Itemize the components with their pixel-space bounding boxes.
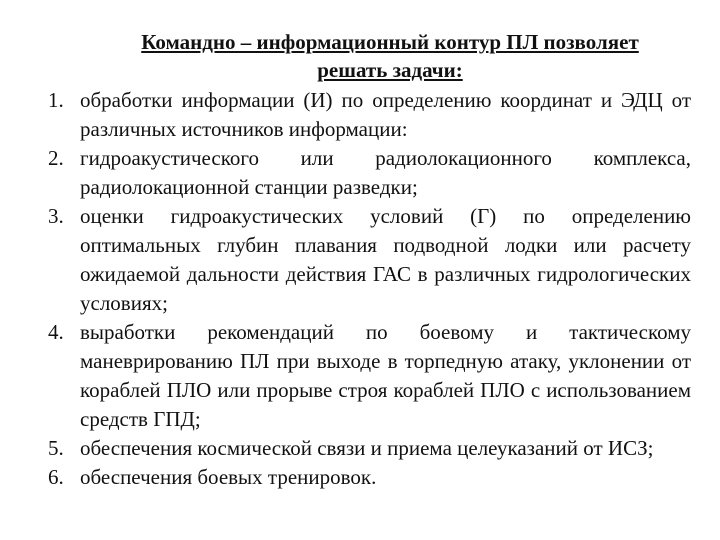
list-item-number: 3. <box>48 204 64 228</box>
list-item <box>48 318 691 434</box>
list-item <box>48 463 691 492</box>
list-item-number: 4. <box>48 320 64 344</box>
list-item-text: оценки гидроакустических условий (Г) по определению оптимальных глубин плавания подводной лодки или расчету ожидаемой дальности действия ГАС в различных гидрологических условиях; <box>80 204 691 315</box>
list-item-number: 6. <box>48 465 64 489</box>
list-item-text: выработки рекомендаций по боевому и тактическому маневрированию ПЛ при выходе в торпедную атаку, уклонении от кораблей ПЛО или прорыве строя кораблей ПЛО с использованием средств ГПД; <box>80 320 691 431</box>
slide-title <box>60 28 720 84</box>
list-item-number: 2. <box>48 146 64 170</box>
list-item-number: 1. <box>48 88 64 112</box>
list-item-text: обработки информации (И) по определению координат и ЭДЦ от различных источников информации: <box>80 88 691 141</box>
list-item-text: обеспечения космической связи и приема целеуказаний от ИСЗ; <box>80 436 654 460</box>
list-item <box>48 86 691 144</box>
list-item-number: 5. <box>48 436 64 460</box>
list-item-text: гидроакустического или радиолокационного комплекса, радиолокационной станции разведки; <box>80 146 691 199</box>
title-line-1: Командно – информационный контур ПЛ позволяет <box>141 30 639 54</box>
list-item <box>48 202 691 318</box>
title-line-2: решать задачи: <box>317 58 463 82</box>
list-item-text: обеспечения боевых тренировок. <box>80 465 377 489</box>
list-item <box>48 434 691 463</box>
task-list <box>48 86 691 492</box>
list-item <box>48 144 691 202</box>
